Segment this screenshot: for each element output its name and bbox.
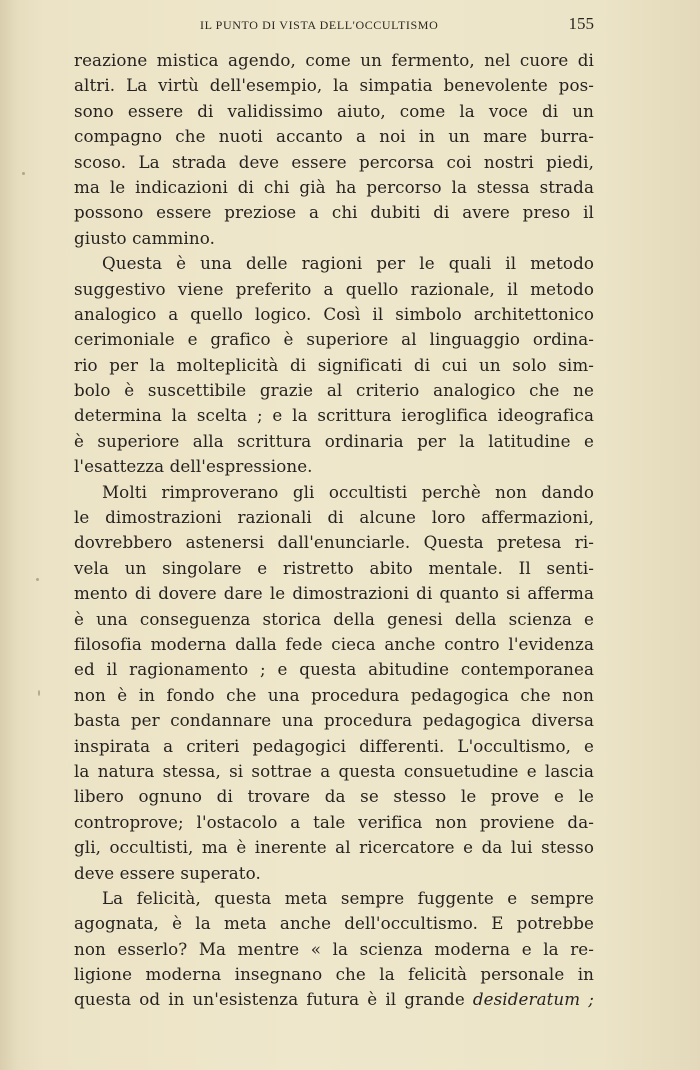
italic-term: desideratum ;	[472, 989, 594, 1010]
text-fragment: questa od in un'esistenza futura è il grande	[74, 989, 465, 1010]
text-line: sono essere di validissimo aiuto, come la voce di un	[74, 100, 594, 121]
text-line: le dimostrazioni razionali di alcune loro affermazioni,	[74, 507, 594, 528]
paper-speck	[36, 578, 39, 581]
text-line: non è in fondo che una procedura pedagogica che non	[74, 684, 594, 705]
text-line: dovrebbero astenersi dall'enunciarle. Questa pretesa ri-	[74, 532, 594, 553]
running-title: IL PUNTO DI VISTA DELL'OCCULTISMO	[200, 18, 439, 32]
paragraph-first-line: La felicità, questa meta sempre fuggente e sempre	[102, 887, 594, 908]
text-line: ed il ragionamento ; e questa abitudine contemporanea	[74, 659, 594, 680]
text-line: basta per condannare una procedura pedagogica diversa	[74, 710, 594, 731]
text-line: vela un singolare e ristretto abito mentale. Il senti-	[74, 557, 594, 578]
text-line: inspirata a criteri pedagogici differenti. L'occultismo, e	[74, 735, 594, 756]
text-line: bolo è suscettibile grazie al criterio analogico che ne	[74, 380, 594, 401]
text-line: reazione mistica agendo, come un fermento, nel cuore di	[74, 50, 594, 70]
text-line: agognata, è la meta anche dell'occultismo. E potrebbe	[74, 913, 594, 934]
text-line: la natura stessa, si sottrae a questa consuetudine e lascia	[74, 760, 594, 781]
page-header	[0, 14, 700, 38]
paragraph-first-line: Questa è una delle ragioni per le quali il metodo	[102, 253, 594, 274]
text-line: mento di dovere dare le dimostrazioni di quanto si afferma	[74, 583, 594, 604]
body-text	[74, 48, 594, 1013]
text-line: rio per la molteplicità di significati di cui un solo sim-	[74, 354, 594, 375]
text-line: ligione moderna insegnano che la felicità personale in	[74, 964, 594, 985]
text-line: analogico a quello logico. Così il simbolo architettonico	[74, 303, 594, 324]
text-line: altri. La virtù dell'esempio, la simpatia benevolente pos-	[74, 75, 594, 96]
text-line: è una conseguenza storica della genesi della scienza e	[74, 608, 594, 629]
text-line: compagno che nuoti accanto a noi in un mare burra-	[74, 126, 594, 147]
text-line: scoso. La strada deve essere percorsa coi nostri piedi,	[74, 151, 594, 172]
text-line: suggestivo viene preferito a quello razionale, il metodo	[74, 278, 594, 299]
text-line: filosofia moderna dalla fede cieca anche contro l'evidenza	[74, 633, 594, 654]
text-line: ma le indicazioni di chi già ha percorso la stessa strada	[74, 176, 594, 197]
page-number: 155	[568, 14, 594, 33]
text-line: gli, occultisti, ma è inerente al ricercatore e da lui stesso	[74, 837, 594, 858]
text-line: possono essere preziose a chi dubiti di avere preso il	[74, 202, 594, 223]
paragraph-first-line: Molti rimproverano gli occultisti perchè non dando	[102, 481, 594, 502]
text-line: deve essere superato.	[74, 862, 261, 883]
text-line: determina la scelta ; e la scrittura ieroglifica ideografica	[74, 405, 594, 426]
text-line: libero ognuno di trovare da se stesso le prove e le	[74, 786, 594, 807]
text-line: è superiore alla scrittura ordinaria per la latitudine e	[74, 430, 594, 451]
text-line: controprove; l'ostacolo a tale verifica non proviene da-	[74, 811, 594, 832]
text-line-final	[74, 987, 594, 1012]
paper-speck	[38, 690, 40, 696]
text-line: giusto cammino.	[74, 227, 215, 248]
text-line: non esserlo? Ma mentre « la scienza moderna e la re-	[74, 938, 594, 959]
text-line: l'esattezza dell'espressione.	[74, 456, 313, 477]
text-line: cerimoniale e grafico è superiore al linguaggio ordina-	[74, 329, 594, 350]
paper-speck	[22, 172, 25, 175]
